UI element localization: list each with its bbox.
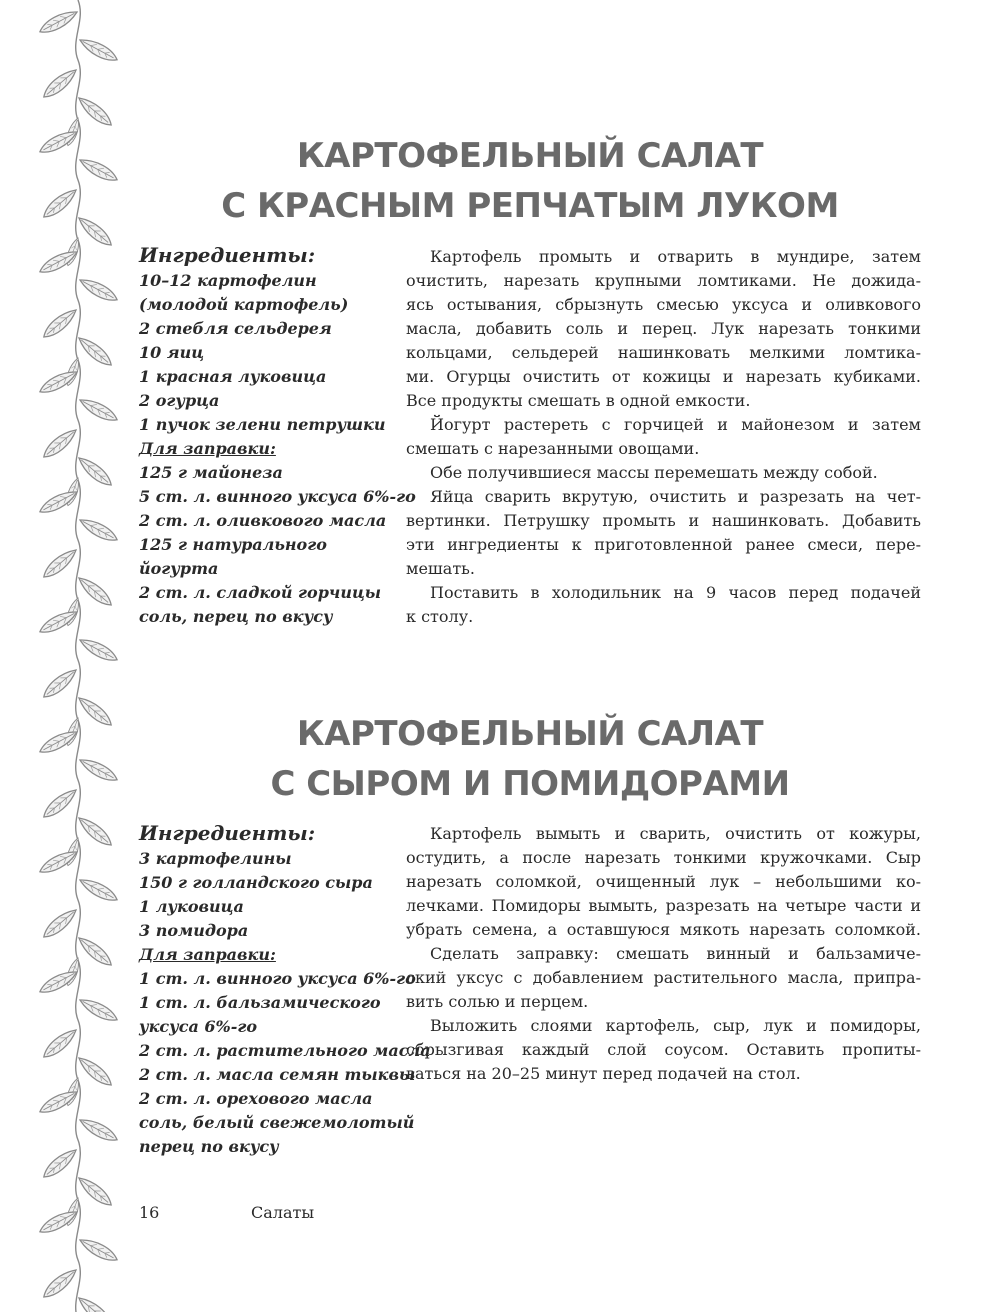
method-line: масла, добавить соль и перец. Лук нарезать тонкими [406,319,921,338]
method-line: к столу. [406,607,474,626]
method-line: Картофель промыть и отварить в мундире, затем [430,247,921,266]
leaf-border-ornament [28,0,128,1312]
method-line: лечками. Помидоры вымыть, разрезать на четыре части и [406,896,921,915]
ingredient-item: 10–12 картофелин [139,271,317,290]
recipe-1-title-line-2: С КРАСНЫМ РЕПЧАТЫМ ЛУКОМ [221,186,839,226]
recipe-2-method [406,822,921,1086]
dressing-item: 2 ст. л. сладкой горчицы [139,583,382,602]
method-line: очистить, нарезать крупными ломтиками. Не дожида- [406,271,921,290]
ingredient-item: 1 пучок зелени петрушки [139,415,386,434]
method-line: ми. Огурцы очистить от кожицы и нарезать кубиками. [406,367,921,386]
recipe-1-method [406,245,921,629]
method-line: остудить, а после нарезать тонкими кружочками. Сыр [406,848,921,867]
dressing-item: 1 ст. л. бальзамического [139,993,381,1012]
method-line: вить солью и перцем. [406,992,589,1011]
dressing-heading: Для заправки: [139,945,276,964]
method-line: Поставить в холодильник на 9 часов перед подачей [430,583,921,602]
method-line: Сделать заправку: смешать винный и бальзамиче- [430,944,921,963]
method-line: Обе получившиеся массы перемешать между собой. [430,463,878,482]
dressing-item: 1 ст. л. винного уксуса 6%-го [139,969,416,988]
ingredient-item: 150 г голландского сыра [139,873,373,892]
ingredient-item: 3 картофелины [139,849,292,868]
method-line: Йогурт растереть с горчицей и майонезом и затем [430,415,921,434]
ingredients-heading: Ингредиенты: [139,821,316,845]
method-line: Яйца сварить вкрутую, очистить и разрезать на чет- [430,487,921,506]
section-name: Салаты [251,1203,315,1222]
method-line: сбрызгивая каждый слой соусом. Оставить пропиты- [406,1040,921,1059]
ingredient-item: 1 красная луковица [139,367,327,386]
dressing-item: соль, белый свежемолотый [139,1113,415,1132]
dressing-item: уксуса 6%-го [139,1017,258,1036]
dressing-item: 2 ст. л. оливкового масла [139,511,387,530]
method-line: Картофель вымыть и сварить, очистить от кожуры, [430,824,921,843]
method-line: Выложить слоями картофель, сыр, лук и помидоры, [430,1016,921,1035]
method-line: ваться на 20–25 минут перед подачей на стол. [406,1064,801,1083]
method-line: вертинки. Петрушку промыть и нашинковать. Добавить [406,511,921,530]
method-line: мешать. [406,559,475,578]
ingredient-item: 10 яиц [139,343,205,362]
recipe-2-title-line-2: С СЫРОМ И ПОМИДОРАМИ [270,764,790,804]
page-number: 16 [139,1203,160,1222]
recipe-1-title [140,131,920,231]
recipe-1-ingredients [139,243,416,629]
ingredients-heading: Ингредиенты: [139,243,316,267]
recipe-2-title [140,709,920,809]
ingredient-item: 1 луковица [139,897,244,916]
recipe-2-title-line-1: КАРТОФЕЛЬНЫЙ САЛАТ [296,714,764,754]
method-line: ясь остывания, сбрызнуть смесью уксуса и оливкового [406,295,921,314]
method-line: ский уксус с добавлением растительного масла, припра- [406,968,921,987]
dressing-heading: Для заправки: [139,439,276,458]
dressing-item: 5 ст. л. винного уксуса 6%-го [139,487,416,506]
ingredient-item: (молодой картофель) [139,295,349,314]
dressing-item: йогурта [139,559,219,578]
ingredient-item: 3 помидора [139,921,249,940]
method-line: кольцами, сельдерей нашинковать мелкими ломтика- [406,343,921,362]
method-line: смешать с нарезанными овощами. [406,439,700,458]
dressing-item: 2 ст. л. растительного масла [139,1041,431,1060]
method-line: убрать семена, а оставшуюся мякоть нарезать соломкой. [406,920,921,939]
dressing-item: 125 г майонеза [139,463,283,482]
dressing-item: 125 г натурального [139,535,327,554]
method-line: нарезать соломкой, очищенный лук – небольшими ко- [406,872,921,891]
dressing-item: 2 ст. л. орехового масла [139,1089,373,1108]
dressing-item: перец по вкусу [139,1137,279,1156]
dressing-item: 2 ст. л. масла семян тыквы [139,1065,416,1084]
dressing-item: соль, перец по вкусу [139,607,333,626]
ingredient-item: 2 огурца [139,391,220,410]
recipe-2-ingredients [139,821,431,1159]
method-line: эти ингредиенты к приготовленной ранее смеси, пере- [406,535,921,554]
method-line: Все продукты смешать в одной емкости. [406,391,751,410]
ingredient-item: 2 стебля сельдерея [139,319,332,338]
recipe-1-title-line-1: КАРТОФЕЛЬНЫЙ САЛАТ [296,136,764,176]
